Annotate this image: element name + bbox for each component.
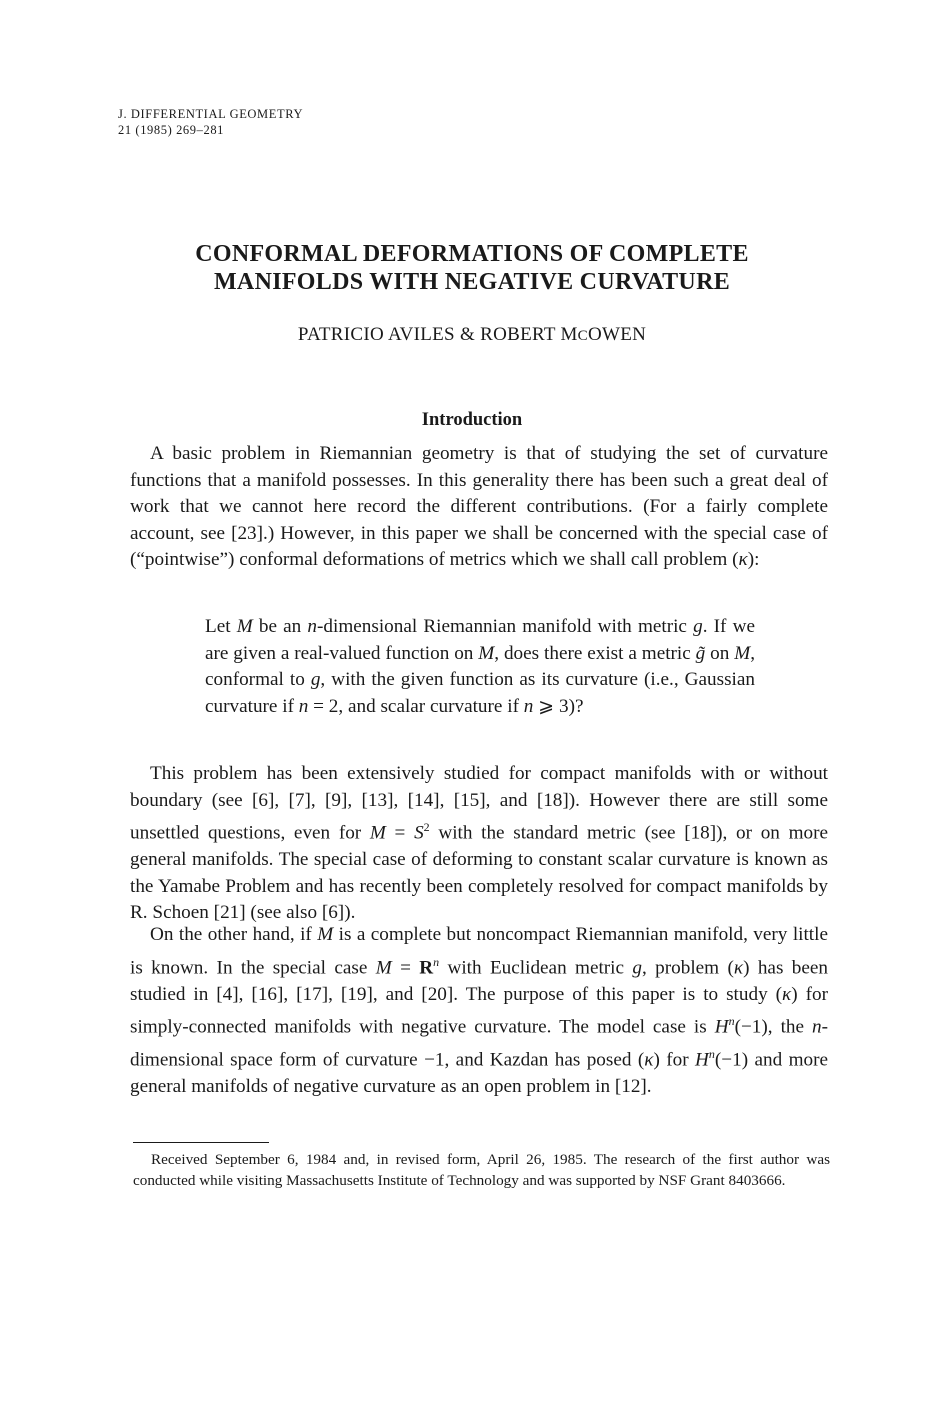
p3-c: = <box>391 956 420 978</box>
q-e: , does there exist a metric <box>494 642 696 664</box>
footnote-text: Received September 6, 1984 and, in revised form, April 26, 1985. The research of the first author was conducted while visiting Massachusetts Institute of Technology and was supported by NSF Grant 8403666. <box>133 1151 830 1189</box>
p2-b: = <box>385 822 415 844</box>
q-gtilde: g̃ <box>695 642 706 664</box>
journal-header <box>118 106 303 138</box>
p3-k: (−1) and more general manifolds of negative curvature as an open problem in [12]. <box>130 1049 828 1098</box>
q-M1: M <box>236 616 253 637</box>
p1-text-b: ): <box>747 549 760 571</box>
p3-j: ) for <box>653 1049 696 1071</box>
p3-f: ) has been studied in [4], [16], [17], [19], and [20]. The purpose of this paper is to study ( <box>130 956 828 1005</box>
p3-H1sup: n <box>728 1014 735 1029</box>
q-g-text: , conformal to <box>205 642 755 691</box>
p1-kappa: κ <box>738 549 748 571</box>
p3-a: On the other hand, if <box>150 924 318 945</box>
p2-sup: 2 <box>423 820 430 835</box>
p3-R: R <box>419 956 434 978</box>
p3-H2sup: n <box>708 1047 715 1062</box>
paper-authors <box>0 324 944 346</box>
q-g1: g <box>693 616 703 637</box>
p3-g2: ) for simply-connected manifolds with negative curvature. The model case is <box>130 983 828 1038</box>
author-1: PATRICIO AVILES <box>297 324 455 345</box>
journal-name: J. DIFFERENTIAL GEOMETRY <box>118 107 304 121</box>
p3-d: with Euclidean metric <box>439 956 633 978</box>
p2-c: with the standard metric (see [18]), or on more general manifolds. The special case of deforming to constant scalar curvature is known as the Yamabe Problem and has recently been completely resolved for compact manifolds by R. Schoen [21] (see also [6]). <box>130 822 828 924</box>
section-heading: Introduction <box>421 410 523 430</box>
q-b: be an <box>252 616 308 637</box>
title-line-1: CONFORMAL DEFORMATIONS OF COMPLETE <box>195 241 749 267</box>
q-M2: M <box>478 642 495 664</box>
q-n3: n <box>523 695 534 717</box>
footnote <box>133 1149 830 1191</box>
author-2-given: ROBERT M <box>480 324 578 345</box>
q-d: . If we are given a real-valued function on <box>205 616 755 664</box>
q-c: -dimensional Riemannian manifold with metric <box>317 616 694 637</box>
q-j: ⩾ 3)? <box>533 695 584 717</box>
journal-volume: 21 (1985) 269–281 <box>118 123 225 137</box>
p3-g: g <box>632 956 642 978</box>
p3-H1: H <box>714 1016 729 1038</box>
q-a: Let <box>205 616 237 637</box>
p3-h: (−1), the <box>734 1016 813 1038</box>
paragraph-3 <box>130 922 828 1101</box>
q-i: = 2, and scalar curvature if <box>308 695 524 717</box>
p3-i: -dimensional space form of curvature −1, and Kazdan has posed ( <box>130 1016 828 1071</box>
p2-S: S <box>414 822 424 844</box>
paragraph-2 <box>130 761 828 927</box>
p3-b: is a complete but noncompact Riemannian manifold, very little is known. In the special case <box>130 924 828 978</box>
q-n2: n <box>298 695 309 717</box>
title-line-2: MANIFOLDS WITH NEGATIVE CURVATURE <box>213 269 731 295</box>
p3-k1: κ <box>733 956 744 978</box>
q-h: , with the given function as its curvature (i.e., Gaussian curvature if <box>205 669 755 717</box>
footnote-rule <box>133 1142 269 1143</box>
p3-k2: κ <box>782 983 792 1005</box>
p2-M: M <box>369 822 386 844</box>
p3-M2: M <box>375 956 392 978</box>
author-2-small-caps: C <box>577 328 588 344</box>
p2-a: This problem has been extensively studied for compact manifolds with or without boundary (see [6], [7], [9], [13], [14], [15], and [18]). However there are still some unsettled questions, even for <box>130 763 828 844</box>
q-M3: M <box>734 642 751 664</box>
author-separator: & <box>454 324 481 345</box>
p3-k3: κ <box>644 1049 654 1071</box>
q-g2: g <box>310 669 321 691</box>
q-f: on <box>705 642 735 664</box>
problem-statement <box>205 614 755 720</box>
paper-title <box>0 240 944 296</box>
p3-Rsup: n <box>433 954 440 969</box>
p1-text-a: A basic problem in Riemannian geometry is that of studying the set of curvature functions that a manifold possesses. In this generality there has been such a great deal of work that we cannot here record the different contributions. (For a fairly complete account, see [23].) However, in this paper we shall be concerned with the special case of (“pointwise”) conformal deformations of metrics which we shall call problem ( <box>130 443 828 571</box>
p3-e: , problem ( <box>642 956 734 978</box>
paragraph-1 <box>130 441 828 574</box>
p3-H2: H <box>695 1049 709 1071</box>
p3-M1: M <box>317 924 334 945</box>
q-n1: n <box>307 616 318 637</box>
p3-n: n <box>812 1016 822 1038</box>
author-2-end: OWEN <box>587 324 647 345</box>
